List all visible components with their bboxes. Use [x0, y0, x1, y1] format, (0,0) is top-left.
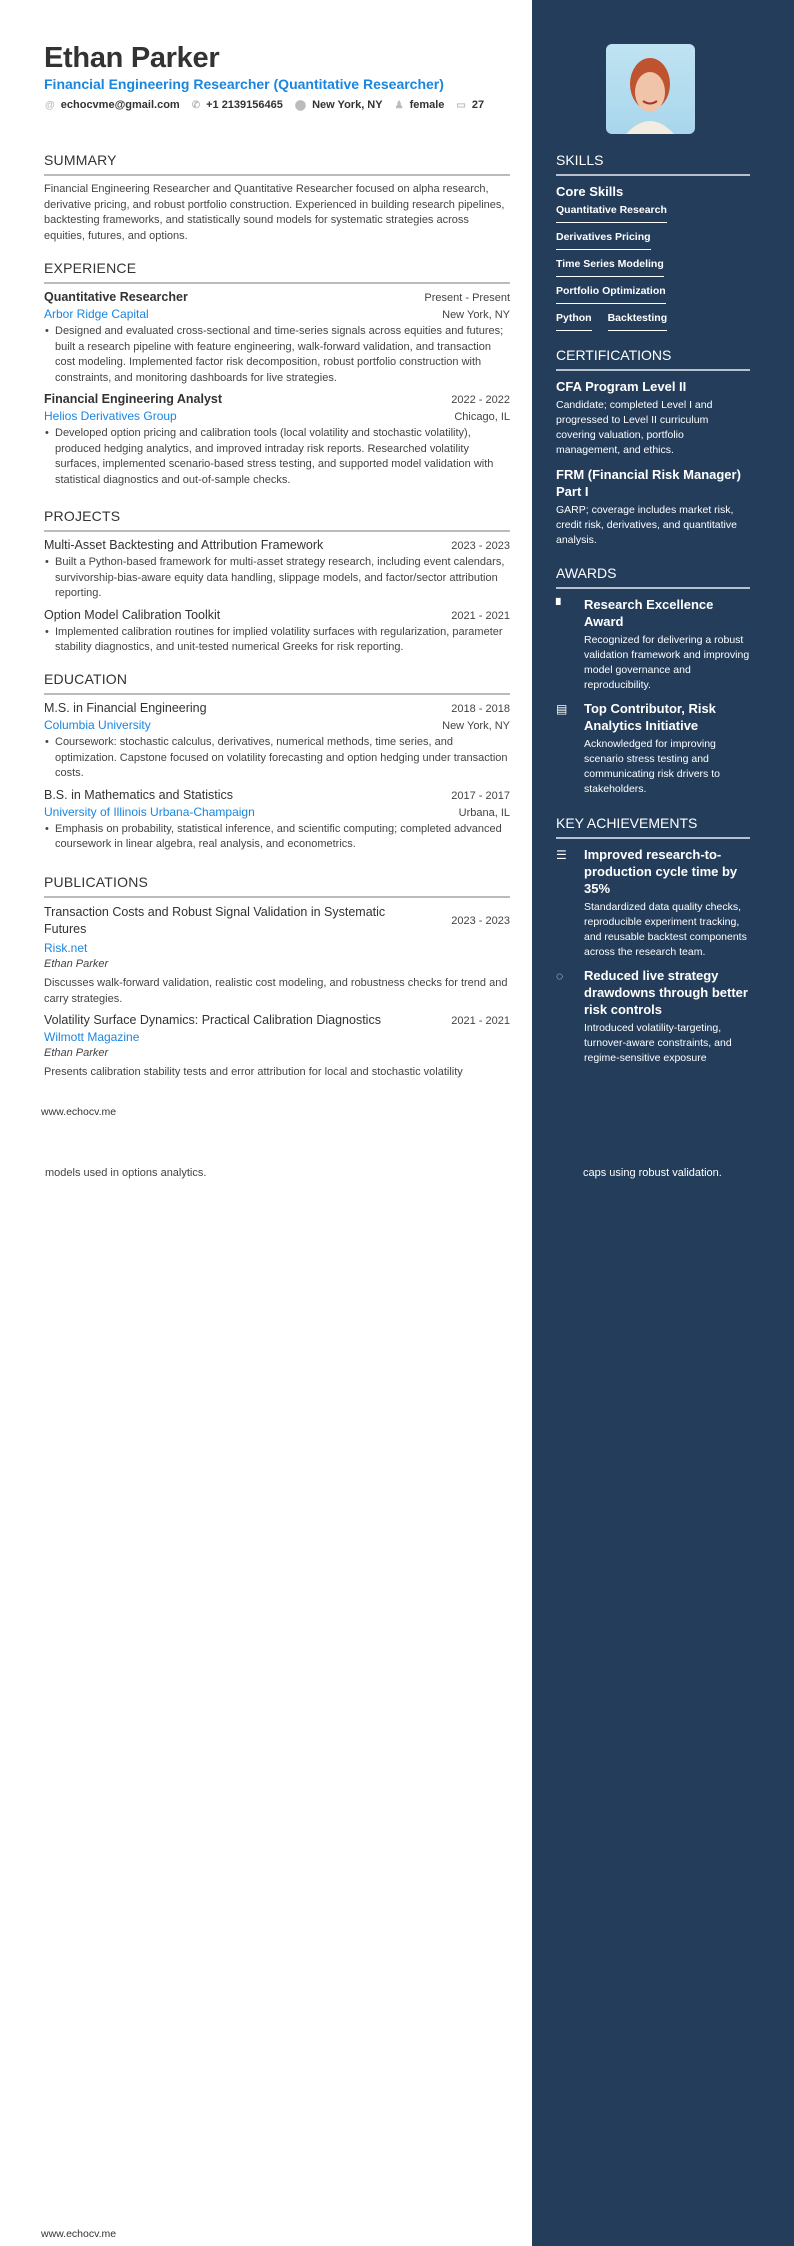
phone-icon: ✆ [191, 99, 201, 111]
experience-section [44, 260, 510, 494]
entry-bullet: • Built a Python-based framework for multi-asset strategy research, including event calendars, survivorship-bias-aware equity data handling, slippage models, and factor/sector attribution reporting. [44, 555, 510, 602]
entry-date: 2018 - 2018 [451, 703, 510, 715]
award-description: Acknowledged for improving scenario stress testing and communicating risk drivers to stakeholders. [584, 738, 720, 795]
award-item [556, 596, 750, 693]
award-item [556, 700, 750, 797]
projects-section [44, 508, 510, 662]
entry-bullet: • Developed option pricing and calibration tools (local volatility and stochastic volatility), produced hedging analytics, and improved intraday risk reports. Researched volatility surfaces, implemented scenario-based stress testing, and supported model validation with statistical diagnostics and out-of-sample checks. [44, 426, 510, 488]
entry-org[interactable]: Columbia University [44, 718, 151, 732]
achievement-item [556, 967, 750, 1066]
at-icon: @ [45, 99, 55, 111]
entry-bullet: • Implemented calibration routines for implied volatility surfaces with regularization, parameter stability diagnostics, and unit-tested numerical Greeks for risk reporting. [44, 625, 510, 656]
entry-title: Volatility Surface Dynamics: Practical Calibration Diagnostics [44, 1013, 381, 1027]
entry-bullet: • Emphasis on probability, statistical inference, and scientific computing; completed advanced coursework in linear algebra, real analysis, and econometrics. [44, 822, 510, 853]
candidate-name: Ethan Parker [44, 42, 220, 74]
summary-text: Financial Engineering Researcher and Quantitative Researcher focused on alpha research, derivative pricing, and robust portfolio construction. Experienced in building research pipelines, backtesting frameworks, and statistically sound models for systematic strategies across equities, futures, and options. [44, 183, 505, 242]
profile-photo [606, 44, 695, 134]
publication-entry [44, 904, 510, 1007]
entry-title: M.S. in Financial Engineering [44, 701, 207, 715]
skill-tag: Python [556, 312, 592, 331]
cert-description: Candidate; completed Level I and progressed to Level II curriculum covering valuation, portfolio management, and ethics. [556, 399, 713, 456]
entry-date: 2023 - 2023 [451, 915, 510, 927]
skill-tag: Backtesting [608, 312, 668, 331]
project-entry [44, 608, 510, 656]
achievement-description-continued: caps using robust validation. [583, 1167, 722, 1179]
award-title: Top Contributor, Risk Analytics Initiative [584, 701, 716, 733]
publications-section [44, 874, 510, 1087]
entry-description: Presents calibration stability tests and error attribution for local and stochastic volatility [44, 1066, 463, 1078]
skill-tag: Portfolio Optimization [556, 285, 666, 304]
section-heading: AWARDS [556, 565, 750, 589]
achievements-section [556, 815, 750, 1073]
entry-date: 2023 - 2023 [451, 540, 510, 552]
entry-location: Urbana, IL [458, 806, 510, 819]
entry-org[interactable]: Helios Derivatives Group [44, 409, 177, 423]
location: New York, NY [312, 99, 383, 111]
entry-date: 2022 - 2022 [451, 394, 510, 406]
achievement-description: Introduced volatility-targeting, turnover-aware constraints, and regime-sensitive exposure [584, 1022, 732, 1064]
phone[interactable]: +1 2139156465 [206, 99, 283, 111]
section-heading: SKILLS [556, 152, 750, 176]
calendar-icon: ▤ [556, 702, 568, 716]
project-entry [44, 538, 510, 602]
job-title: Financial Engineering Researcher (Quantitative Researcher) [44, 76, 444, 92]
entry-date: 2021 - 2021 [451, 609, 510, 622]
skills-section [556, 152, 750, 339]
summary-section [44, 152, 510, 244]
education-entry [44, 788, 510, 853]
document-icon: ▘ [556, 598, 566, 612]
achievement-title: Reduced live strategy drawdowns through better risk controls [584, 968, 748, 1017]
person-icon: ♟ [394, 99, 404, 111]
section-heading: KEY ACHIEVEMENTS [556, 815, 750, 839]
entry-date: 2021 - 2021 [451, 1015, 510, 1027]
award-description: Recognized for delivering a robust validation framework and improving model governance and reproducibility. [584, 634, 750, 691]
cert-description: GARP; coverage includes market risk, credit risk, derivatives, and quantitative analysis. [556, 504, 737, 546]
section-heading: PROJECTS [44, 508, 510, 532]
entry-title: Financial Engineering Analyst [44, 392, 223, 406]
entry-publisher[interactable]: Risk.net [44, 941, 88, 955]
skill-tag: Derivatives Pricing [556, 231, 651, 250]
lines-icon: ☰ [556, 848, 567, 862]
entry-org[interactable]: University of Illinois Urbana-Champaign [44, 804, 255, 819]
education-section [44, 671, 510, 859]
entry-location: Chicago, IL [454, 411, 510, 423]
entry-publisher[interactable]: Wilmott Magazine [44, 1030, 140, 1044]
section-heading: EXPERIENCE [44, 260, 510, 284]
cert-title: FRM (Financial Risk Manager) Part I [556, 467, 741, 499]
entry-title: B.S. in Mathematics and Statistics [44, 787, 233, 802]
section-heading: PUBLICATIONS [44, 874, 510, 898]
entry-author: Ethan Parker [44, 958, 109, 970]
entry-bullet: • Designed and evaluated cross-sectional and time-series signals across equities and futures; built a research pipeline with feature engineering, walk-forward validation, and transaction cost modeling. Implemented factor risk decomposition, robust portfolio construction with constraints, and monitoring dashboards for live strategies. [44, 324, 510, 386]
section-heading: SUMMARY [44, 152, 510, 176]
location-pin-icon: ⬤ [294, 99, 307, 111]
achievement-item [556, 846, 750, 960]
entry-title: Quantitative Researcher [44, 290, 188, 304]
entry-description: Discusses walk-forward validation, realistic cost modeling, and robustness checks for trend and carry strategies. [44, 977, 508, 1005]
dashed-circle-icon: ◌ [556, 969, 564, 983]
education-entry [44, 701, 510, 782]
achievement-title: Improved research-to-production cycle time by 35% [584, 847, 738, 896]
entry-author: Ethan Parker [44, 1047, 109, 1059]
awards-section [556, 565, 750, 804]
entry-location: New York, NY [442, 309, 510, 321]
calendar-icon: ▭ [456, 99, 466, 111]
experience-entry [44, 392, 510, 488]
publication-entry [44, 1013, 510, 1081]
entry-title: Multi-Asset Backtesting and Attribution Framework [44, 538, 324, 552]
experience-entry [44, 290, 510, 386]
entry-title: Option Model Calibration Toolkit [44, 607, 221, 622]
entry-org[interactable]: Arbor Ridge Capital [44, 307, 149, 321]
entry-bullet: • Coursework: stochastic calculus, derivatives, numerical methods, time series, and optimization. Capstone focused on volatility forecasting and option hedging under transaction costs. [44, 735, 510, 782]
skill-tag: Quantitative Research [556, 204, 667, 223]
entry-date: Present - Present [424, 292, 510, 304]
entry-date: 2017 - 2017 [451, 789, 510, 802]
section-heading: EDUCATION [44, 671, 510, 695]
cert-title: CFA Program Level II [556, 379, 687, 394]
contact-row [45, 99, 496, 111]
footer-website[interactable]: www.echocv.me [41, 2228, 117, 2240]
entry-location: New York, NY [442, 720, 510, 732]
gender: female [409, 99, 445, 111]
section-heading: CERTIFICATIONS [556, 347, 750, 371]
skills-group-title: Core Skills [556, 184, 624, 199]
achievement-description: Standardized data quality checks, reproducible experiment tracking, and reusable backtest components across the research team. [584, 901, 747, 958]
email[interactable]: echocvme@gmail.com [60, 99, 180, 111]
award-title: Research Excellence Award [584, 597, 714, 629]
entry-title: Transaction Costs and Robust Signal Validation in Systematic Futures [44, 905, 386, 936]
entry-description-continued: models used in options analytics. [45, 1167, 207, 1179]
certifications-section [556, 347, 750, 556]
age: 27 [471, 99, 485, 111]
skill-tag: Time Series Modeling [556, 258, 664, 277]
footer-website[interactable]: www.echocv.me [41, 1106, 117, 1118]
